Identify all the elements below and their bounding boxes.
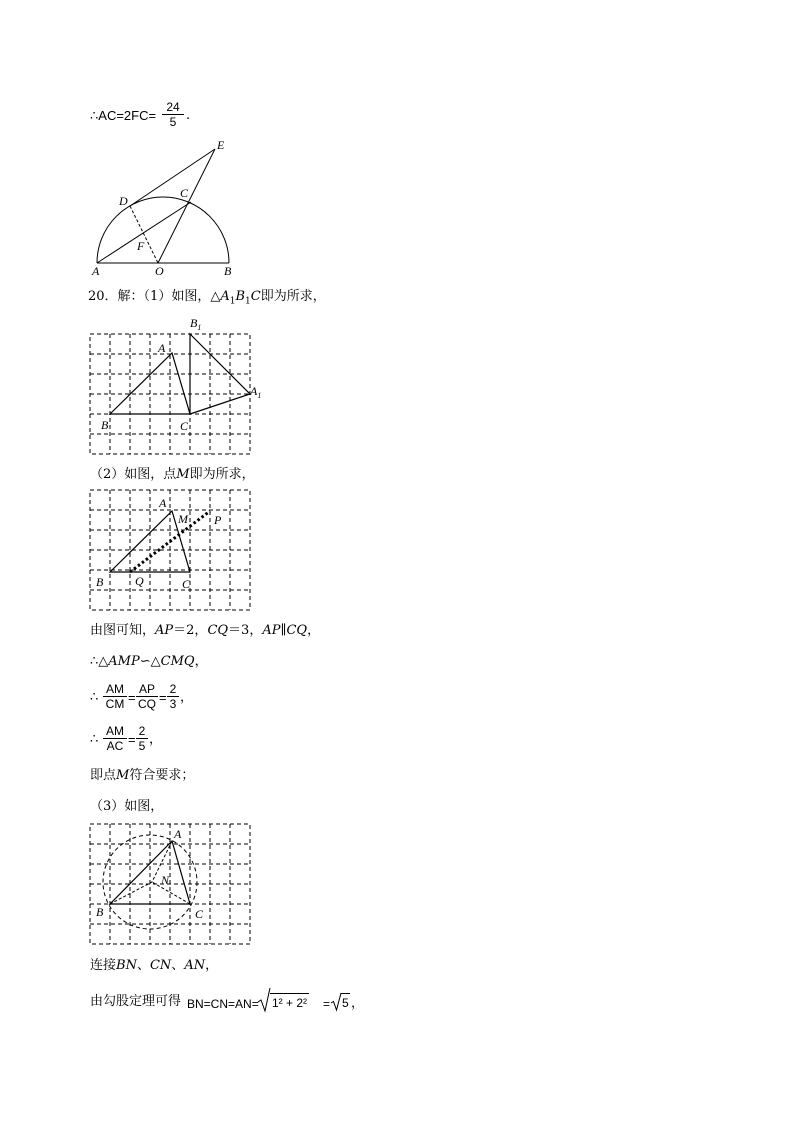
parallel-symbol: ∥ bbox=[280, 623, 287, 638]
part3-line: （3）如图， bbox=[90, 799, 164, 814]
q20-prefix: 20．解：（1）如图， bbox=[88, 289, 211, 304]
fraction-ap-cq bbox=[136, 682, 158, 711]
point-a1: A bbox=[220, 289, 230, 304]
meets-line bbox=[90, 768, 194, 784]
semicircle-figure bbox=[85, 135, 245, 280]
triangle-amp: AMP bbox=[108, 654, 140, 669]
fraction-numerator: 2 bbox=[167, 682, 179, 697]
radicand-text: 1² + 2² bbox=[272, 996, 308, 1010]
pyth-eq2: = bbox=[323, 997, 331, 1011]
point-m: M bbox=[116, 768, 130, 783]
label-c: C bbox=[180, 419, 189, 433]
triangle-cmq: CMQ bbox=[160, 654, 195, 669]
line-ac bbox=[97, 202, 191, 263]
triangle-symbol: △ bbox=[98, 654, 109, 669]
fraction-am-ac bbox=[103, 724, 127, 753]
label-b1: $B_1$ bbox=[190, 316, 202, 332]
label-b: B bbox=[96, 905, 104, 919]
fraction-am-cm bbox=[103, 682, 127, 711]
separator: 、 bbox=[171, 958, 185, 973]
label-b: B bbox=[101, 418, 109, 432]
meets-suffix: 符合要求； bbox=[129, 768, 195, 783]
equation-text: AC=2FC= bbox=[98, 108, 157, 123]
punct: ， bbox=[307, 623, 321, 638]
meets-prefix: 即点 bbox=[90, 768, 117, 783]
pyth-end: ， bbox=[351, 996, 365, 1011]
punct: ， bbox=[194, 654, 208, 669]
grid-figure-rotation bbox=[90, 314, 270, 456]
ratio1-end: ， bbox=[180, 690, 194, 705]
label-e: E bbox=[217, 138, 225, 152]
label-f: F bbox=[137, 239, 145, 253]
fraction-2-3 bbox=[167, 682, 179, 711]
connect-line bbox=[90, 958, 218, 974]
connect-prefix: 连接 bbox=[90, 958, 117, 973]
label-c: C bbox=[180, 186, 189, 200]
fraction-numerator: AM bbox=[103, 724, 127, 739]
radicand-5: 5 bbox=[342, 996, 349, 1010]
eq-text: ＝3， bbox=[228, 623, 263, 638]
fraction-denominator: 5 bbox=[169, 115, 177, 129]
fraction-2-5 bbox=[136, 724, 148, 753]
grid-figure-point-m bbox=[90, 490, 270, 614]
part2-suffix: 即为所求， bbox=[189, 467, 255, 482]
segment-cn: CN bbox=[149, 958, 172, 973]
known-line bbox=[90, 623, 320, 639]
ratio1-eq2: = bbox=[159, 690, 167, 705]
label-a: A bbox=[174, 827, 182, 841]
fraction-numerator: AM bbox=[103, 682, 127, 697]
point-m: M bbox=[176, 467, 190, 482]
label-a: A bbox=[158, 341, 166, 355]
fraction-denominator: 5 bbox=[138, 739, 146, 753]
label-n: N bbox=[161, 873, 170, 887]
sqrt-sign-small bbox=[331, 992, 341, 1012]
eq-text: ＝2， bbox=[173, 623, 208, 638]
fraction-numerator: 2 bbox=[136, 724, 148, 739]
triangle-symbol: △ bbox=[150, 654, 161, 669]
pyth-eq: BN=CN=AN= bbox=[187, 997, 259, 1011]
fraction-denominator: CQ bbox=[138, 697, 156, 711]
q20-part1 bbox=[88, 289, 326, 310]
sub-1: 1 bbox=[245, 296, 251, 307]
pyth-prefix: 由勾股定理可得 bbox=[90, 994, 182, 1009]
radicand bbox=[270, 993, 309, 1011]
line-oe bbox=[158, 149, 215, 263]
similar-symbol: ∽ bbox=[139, 654, 151, 669]
label-q: Q bbox=[135, 574, 144, 588]
point-b1: B bbox=[235, 289, 246, 304]
label-b: B bbox=[224, 264, 232, 278]
therefore-symbol: ∴ bbox=[90, 654, 99, 669]
punct: ， bbox=[205, 958, 219, 973]
label-a: A bbox=[92, 264, 100, 278]
label-c: C bbox=[195, 907, 204, 921]
sqrt5-radicand bbox=[341, 993, 350, 1011]
fraction-denominator: 3 bbox=[169, 697, 177, 711]
segment-an: AN bbox=[184, 958, 206, 973]
label-m: M bbox=[178, 512, 188, 526]
dashed-bn bbox=[110, 882, 152, 904]
ratio2-end: ， bbox=[149, 732, 163, 747]
ratio1-eq: = bbox=[128, 690, 136, 705]
part2-line bbox=[90, 467, 255, 483]
fraction-numerator: 24 bbox=[162, 100, 184, 115]
grid-figure-circumcircle bbox=[90, 824, 270, 948]
fraction-denominator: AC bbox=[106, 739, 124, 753]
known-prefix: 由图可知， bbox=[90, 623, 156, 638]
segment-cq: CQ bbox=[286, 623, 308, 638]
sqrt-sign-large bbox=[258, 987, 270, 1013]
line-ac-result bbox=[90, 108, 156, 125]
label-c: C bbox=[182, 577, 191, 591]
label-a: A bbox=[159, 496, 167, 510]
segment-ap: AP bbox=[262, 623, 281, 638]
dashed-do bbox=[130, 206, 158, 263]
ratio1-therefore: ∴ bbox=[90, 690, 99, 705]
fraction-denominator: CM bbox=[105, 697, 125, 711]
q20-suffix: 即为所求， bbox=[260, 289, 326, 304]
ratio2-eq: = bbox=[128, 732, 136, 747]
segment-bn: BN bbox=[116, 958, 137, 973]
fraction-numerator: AP bbox=[136, 682, 158, 697]
fraction-24-5 bbox=[162, 100, 184, 129]
label-b: B bbox=[96, 575, 104, 589]
segment-cq: CQ bbox=[207, 623, 229, 638]
triangle-symbol: △ bbox=[210, 289, 221, 304]
separator: 、 bbox=[136, 958, 150, 973]
label-a1: $A_1$ bbox=[250, 384, 262, 400]
therefore-symbol: ∴ bbox=[90, 109, 99, 124]
part2-prefix: （2）如图，点 bbox=[90, 467, 177, 482]
label-p: P bbox=[214, 513, 222, 527]
segment-ap: AP bbox=[155, 623, 174, 638]
label-o: O bbox=[155, 264, 164, 278]
label-d: D bbox=[119, 194, 128, 208]
ratio2-therefore: ∴ bbox=[90, 732, 99, 747]
sub-1: 1 bbox=[229, 296, 236, 307]
point-c: C bbox=[250, 289, 261, 304]
line1-end: . bbox=[186, 108, 191, 123]
similar-line bbox=[90, 654, 208, 670]
